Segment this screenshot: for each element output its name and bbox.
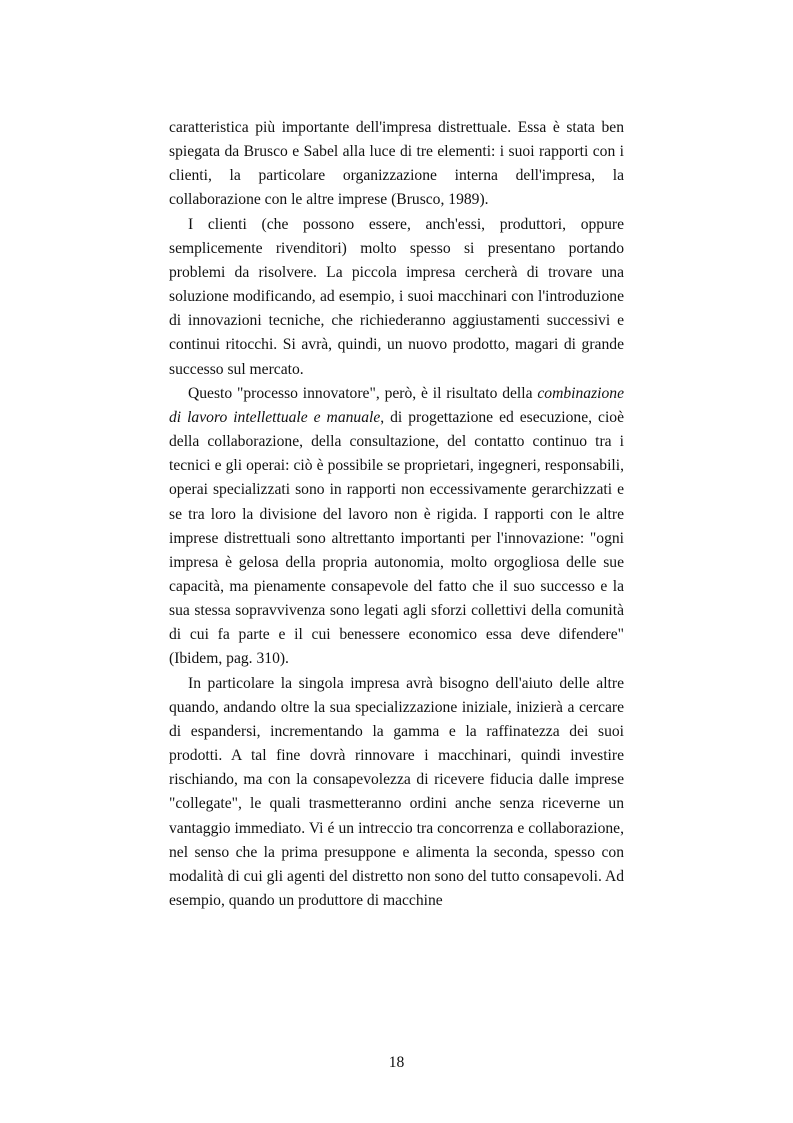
paragraph-3-emphasis: combinazione di lavoro intellettuale e manuale	[169, 384, 624, 426]
paragraph-4-text: In particolare la singola impresa avrà bisogno dell'aiuto delle altre quando, andando oltre la sua specializzazione iniziale, inizierà a cercare di espandersi, incrementando la gamma e la raffinatezza dei suoi prodotti. A tal fine dovrà rinnovare i macchinari, quindi investire rischiando, ma con la consapevolezza di ricevere fiducia dalle imprese "collegate", le quali trasmetteranno ordini anche senza riceverne un vantaggio immediato. Vi é un intreccio tra concorrenza e collaborazione, nel senso che la prima presuppone e alimenta la seconda, spesso con modalità di cui gli agenti del distretto non sono del tutto consapevoli. Ad esempio, quando un produttore di macchine	[169, 674, 624, 909]
paragraph-2	[169, 213, 624, 382]
paragraph-3-text-a: Questo "processo innovatore", però, è il risultato della	[188, 384, 538, 402]
page-number: 18	[388, 1054, 405, 1071]
paragraph-2-text: I clienti (che possono essere, anch'essi, produttori, oppure semplicemente rivenditori) molto spesso si presentano portando problemi da risolvere. La piccola impresa cercherà di trovare una soluzione modificando, ad esempio, i suoi macchinari con l'introduzione di innovazioni tecniche, che richiederanno aggiustamenti successivi e continui ritocchi. Si avrà, quindi, un nuovo prodotto, magari di grande successo sul mercato.	[169, 215, 624, 378]
paragraph-4	[169, 672, 624, 914]
body-text	[169, 116, 624, 913]
paragraph-1	[169, 116, 624, 213]
paragraph-3-text-b: , di progettazione ed esecuzione, cioè della collaborazione, della consultazione, del contatto continuo tra i tecnici e gli operai: ciò è possibile se proprietari, ingegneri, responsabili, operai specializzati sono in rapporti non eccessivamente gerarchizzati e se tra loro la divisione del lavoro non è rigida. I rapporti con le altre imprese distrettuali sono altrettanto importanti per l'innovazione: "ogni impresa è gelosa della propria autonomia, molto orgogliosa delle sue capacità, ma pienamente consapevole del fatto che il suo successo e la sua stessa sopravvivenza sono legati agli sforzi collettivi della comunità di cui fa parte e il cui benessere economico essa deve difendere" (Ibidem, pag. 310).	[169, 408, 624, 668]
paragraph-1-text: caratteristica più importante dell'impresa distrettuale. Essa è stata ben spiegata da Brusco e Sabel alla luce di tre elementi: i suoi rapporti con i clienti, la particolare organizzazione interna dell'impresa, la collaborazione con le altre imprese (Brusco, 1989).	[169, 119, 624, 209]
paragraph-3	[169, 382, 624, 672]
